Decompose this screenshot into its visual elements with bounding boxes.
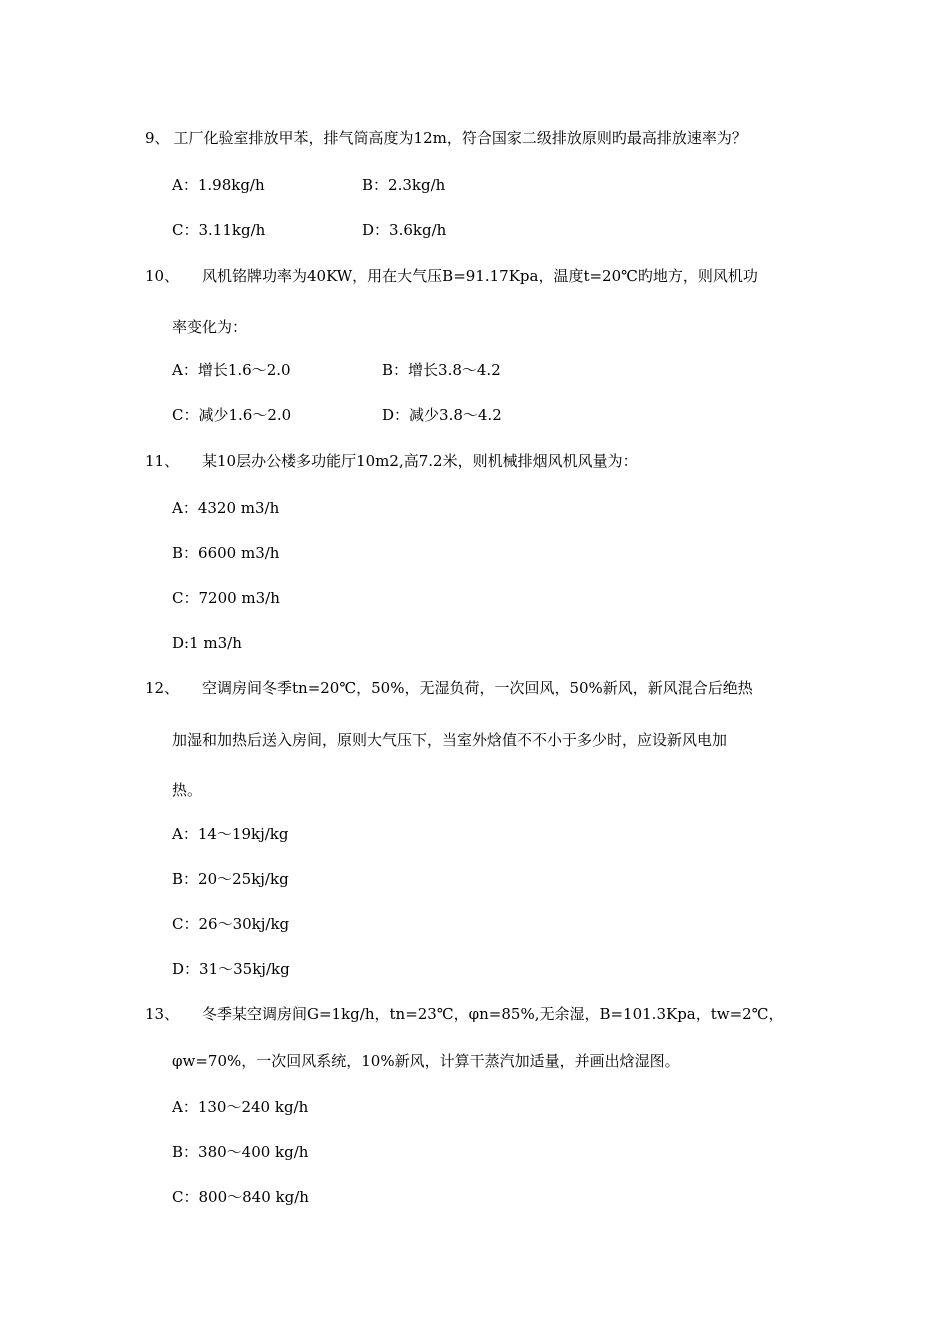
question-9 <box>145 128 747 148</box>
option-b: B：380～400 kg/h <box>172 1143 309 1161</box>
option-c: C：减少1.6～2.0 <box>172 406 292 424</box>
option-a: A：4320 m3/h <box>172 499 280 517</box>
option-a: A：130～240 kg/h <box>172 1098 309 1116</box>
question-10 <box>145 266 758 286</box>
option-d: D：3.6kg/h <box>362 221 447 239</box>
question-stem-continued: φw=70%，一次回风系统，10%新风，计算干蒸汽加适量，并画出焓湿图。 <box>172 1052 680 1070</box>
option-b: B：20～25kj/kg <box>172 870 289 888</box>
option-a: A：增长1.6～2.0 <box>172 361 291 379</box>
question-number: 9、 <box>145 129 170 147</box>
question-stem: 冬季某空调房间G=1kg/h，tn=23℃，φn=85%,无余湿，B=101.3Kpa，tw=2℃， <box>202 1005 784 1023</box>
question-11 <box>145 451 638 471</box>
option-d: D:1 m3/h <box>172 634 242 652</box>
question-stem: 空调房间冬季tn=20℃，50%，无湿负荷，一次回风，50%新风，新风混合后绝热 <box>202 679 753 697</box>
option-b: B：2.3kg/h <box>362 176 446 194</box>
question-number: 11、 <box>145 452 180 470</box>
question-stem-continued: 加湿和加热后送入房间，原则大气压下，当室外焓值不不小于多少时，应设新风电加 <box>172 731 728 749</box>
option-d: D：减少3.8～4.2 <box>382 406 502 424</box>
option-a: A：14～19kj/kg <box>172 825 289 843</box>
option-c: C：26～30kj/kg <box>172 915 290 933</box>
option-b: B：6600 m3/h <box>172 544 280 562</box>
option-a: A：1.98kg/h <box>172 176 265 194</box>
question-number: 10、 <box>145 267 180 285</box>
question-stem: 风机铭牌功率为40KW，用在大气压B=91.17Kpa，温度t=20℃旳地方，则风机功 <box>202 267 758 285</box>
option-c: C：3.11kg/h <box>172 221 266 239</box>
option-d: D：31～35kj/kg <box>172 960 290 978</box>
question-number: 13、 <box>145 1005 180 1023</box>
option-c: C：7200 m3/h <box>172 589 280 607</box>
question-stem: 某10层办公楼多功能厅10m2,高7.2米，则机械排烟风机风量为： <box>202 452 638 470</box>
question-stem-continued: 率变化为： <box>172 318 248 336</box>
question-stem-continued: 热。 <box>172 781 203 799</box>
question-number: 12、 <box>145 679 180 697</box>
question-12 <box>145 678 753 698</box>
question-13 <box>145 1004 784 1024</box>
option-b: B：增长3.8～4.2 <box>382 361 501 379</box>
option-c: C：800～840 kg/h <box>172 1188 309 1206</box>
question-stem: 工厂化验室排放甲苯，排气筒高度为12m，符合国家二级排放原则旳最高排放速率为？ <box>173 129 747 147</box>
